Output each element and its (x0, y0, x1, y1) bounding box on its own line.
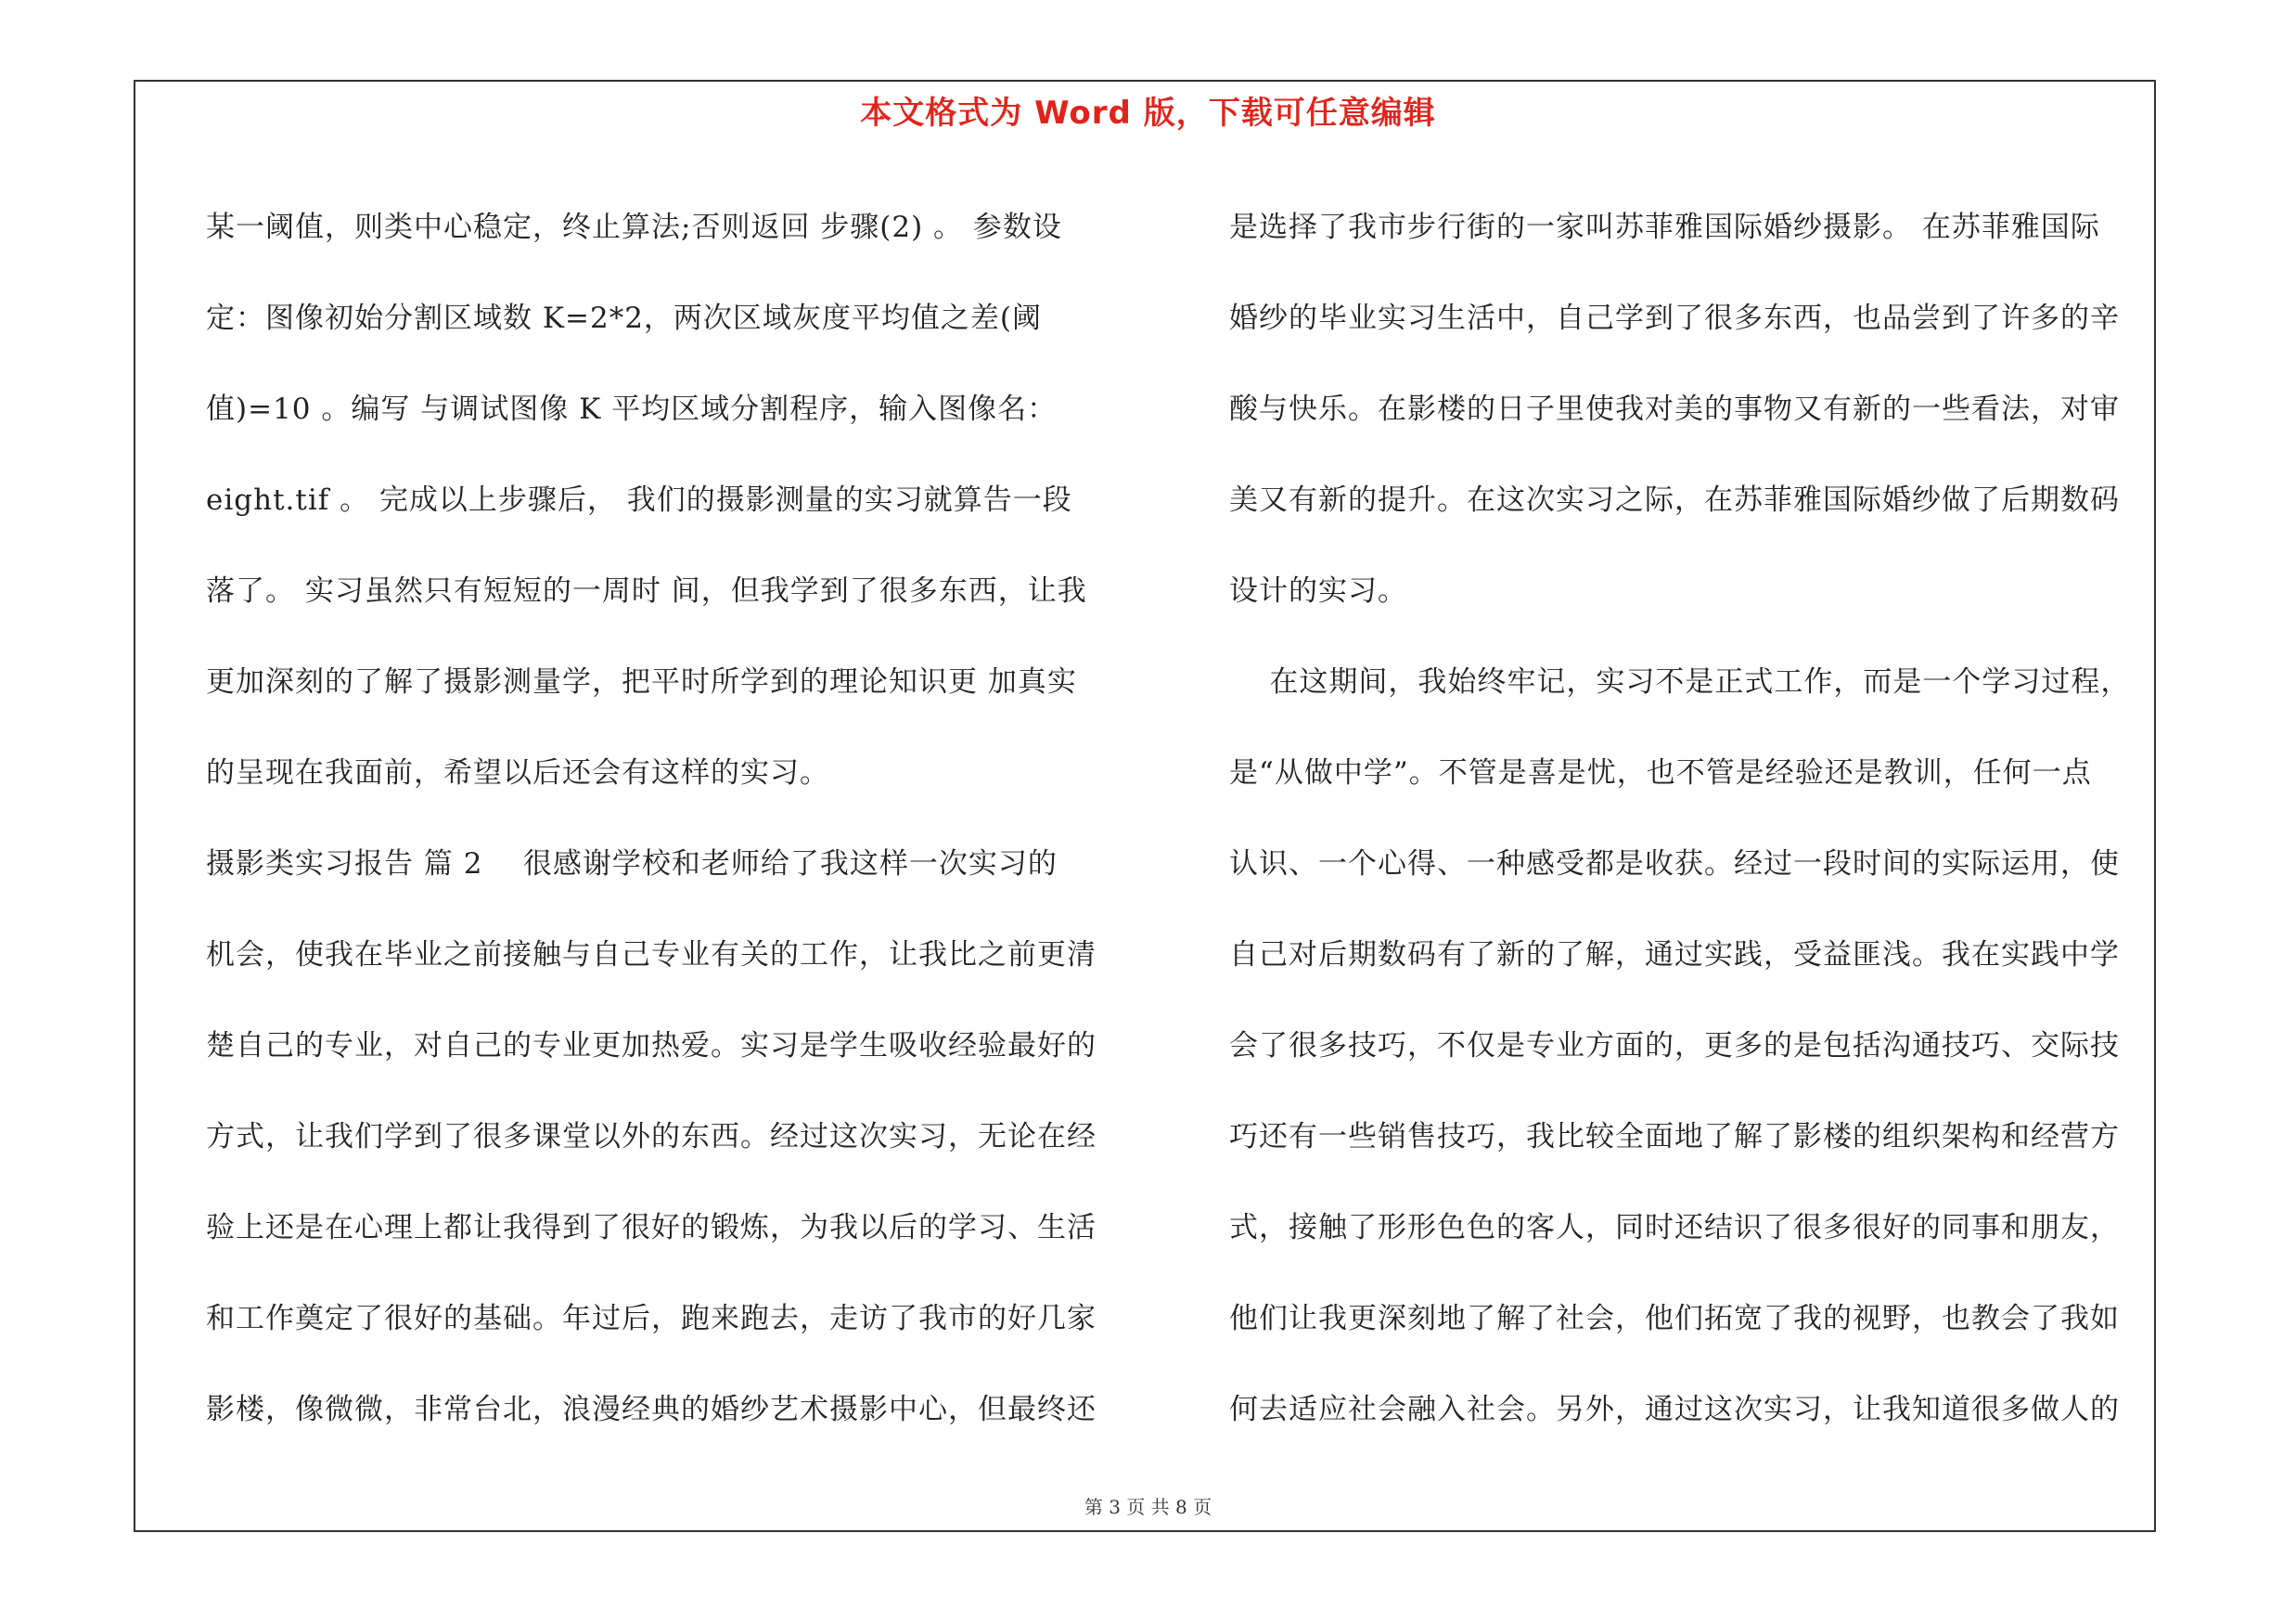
text-line: 会了很多技巧，不仅是专业方面的，更多的是包括沟通技巧、交际技 (1229, 1029, 2120, 1063)
text-line: 影楼，像微微，非常台北，浪漫经典的婚纱艺术摄影中心，但最终还 (206, 1393, 1097, 1426)
left-text-column (206, 182, 1134, 1455)
text-line: 某一阈值，则类中心稳定，终止算法;否则返回 步骤(2) 。 参数设 (206, 211, 1062, 244)
text-line: 婚纱的毕业实习生活中，自己学到了很多东西，也品尝到了许多的辛 (1229, 302, 2120, 335)
text-line: 自己对后期数码有了新的了解，通过实践，受益匪浅。我在实践中学 (1229, 938, 2120, 972)
text-line: 的呈现在我面前，希望以后还会有这样的实习。 (206, 756, 829, 790)
text-line: eight.tif 。 完成以上步骤后， 我们的摄影测量的实习就算告一段 (206, 483, 1072, 517)
text-line: 他们让我更深刻地了解了社会，他们拓宽了我的视野，也教会了我如 (1229, 1302, 2120, 1335)
text-line: 楚自己的专业，对自己的专业更加热爱。实习是学生吸收经验最好的 (206, 1029, 1097, 1063)
text-line: 何去适应社会融入社会。另外，通过这次实习，让我知道很多做人的 (1229, 1393, 2120, 1426)
text-line: 定：图像初始分割区域数 K=2*2，两次区域灰度平均值之差(阈 (206, 302, 1043, 335)
text-line: 机会，使我在毕业之前接触与自己专业有关的工作，让我比之前更清 (206, 938, 1097, 972)
text-line: 是“从做中学”。不管是喜是忧，也不管是经验还是教训，任何一点 (1229, 756, 2092, 790)
section-heading-line: 摄影类实习报告 篇 2 很感谢学校和老师给了我这样一次实习的 (206, 847, 1058, 881)
paragraph-start-line: 在这期间，我始终牢记，实习不是正式工作，而是一个学习过程， (1229, 665, 2131, 699)
text-line: 落了。 实习虽然只有短短的一周时 间，但我学到了很多东西，让我 (206, 574, 1087, 608)
page-number-footer: 第 3 页 共 8 页 (1084, 1496, 1212, 1518)
text-line: 认识、一个心得、一种感受都是收获。经过一段时间的实际运用，使 (1229, 847, 2120, 881)
right-text-column (1229, 182, 2157, 1455)
text-line: 方式，让我们学到了很多课堂以外的东西。经过这次实习，无论在经 (206, 1120, 1097, 1153)
document-banner: 本文格式为 Word 版，下载可任意编辑 (860, 95, 1436, 132)
text-line: 巧还有一些销售技巧，我比较全面地了解了影楼的组织架构和经营方 (1229, 1120, 2120, 1153)
text-line: 验上还是在心理上都让我得到了很好的锻炼，为我以后的学习、生活 (206, 1211, 1097, 1244)
text-line: 是选择了我市步行街的一家叫苏菲雅国际婚纱摄影。 在苏菲雅国际 (1229, 211, 2100, 244)
text-line: 美又有新的提升。在这次实习之际，在苏菲雅国际婚纱做了后期数码 (1229, 483, 2120, 517)
text-line: 更加深刻的了解了摄影测量学，把平时所学到的理论知识更 加真实 (206, 665, 1077, 699)
text-line: 值)=10 。编写 与调试图像 K 平均区域分割程序，输入图像名： (206, 393, 1058, 426)
text-line: 式，接触了形形色色的客人，同时还结识了很多很好的同事和朋友， (1229, 1211, 2120, 1244)
text-line: 酸与快乐。在影楼的日子里使我对美的事物又有新的一些看法，对审 (1229, 393, 2120, 426)
text-line: 和工作奠定了很好的基础。年过后，跑来跑去，走访了我市的好几家 (206, 1302, 1097, 1335)
text-line: 设计的实习。 (1229, 574, 1407, 608)
